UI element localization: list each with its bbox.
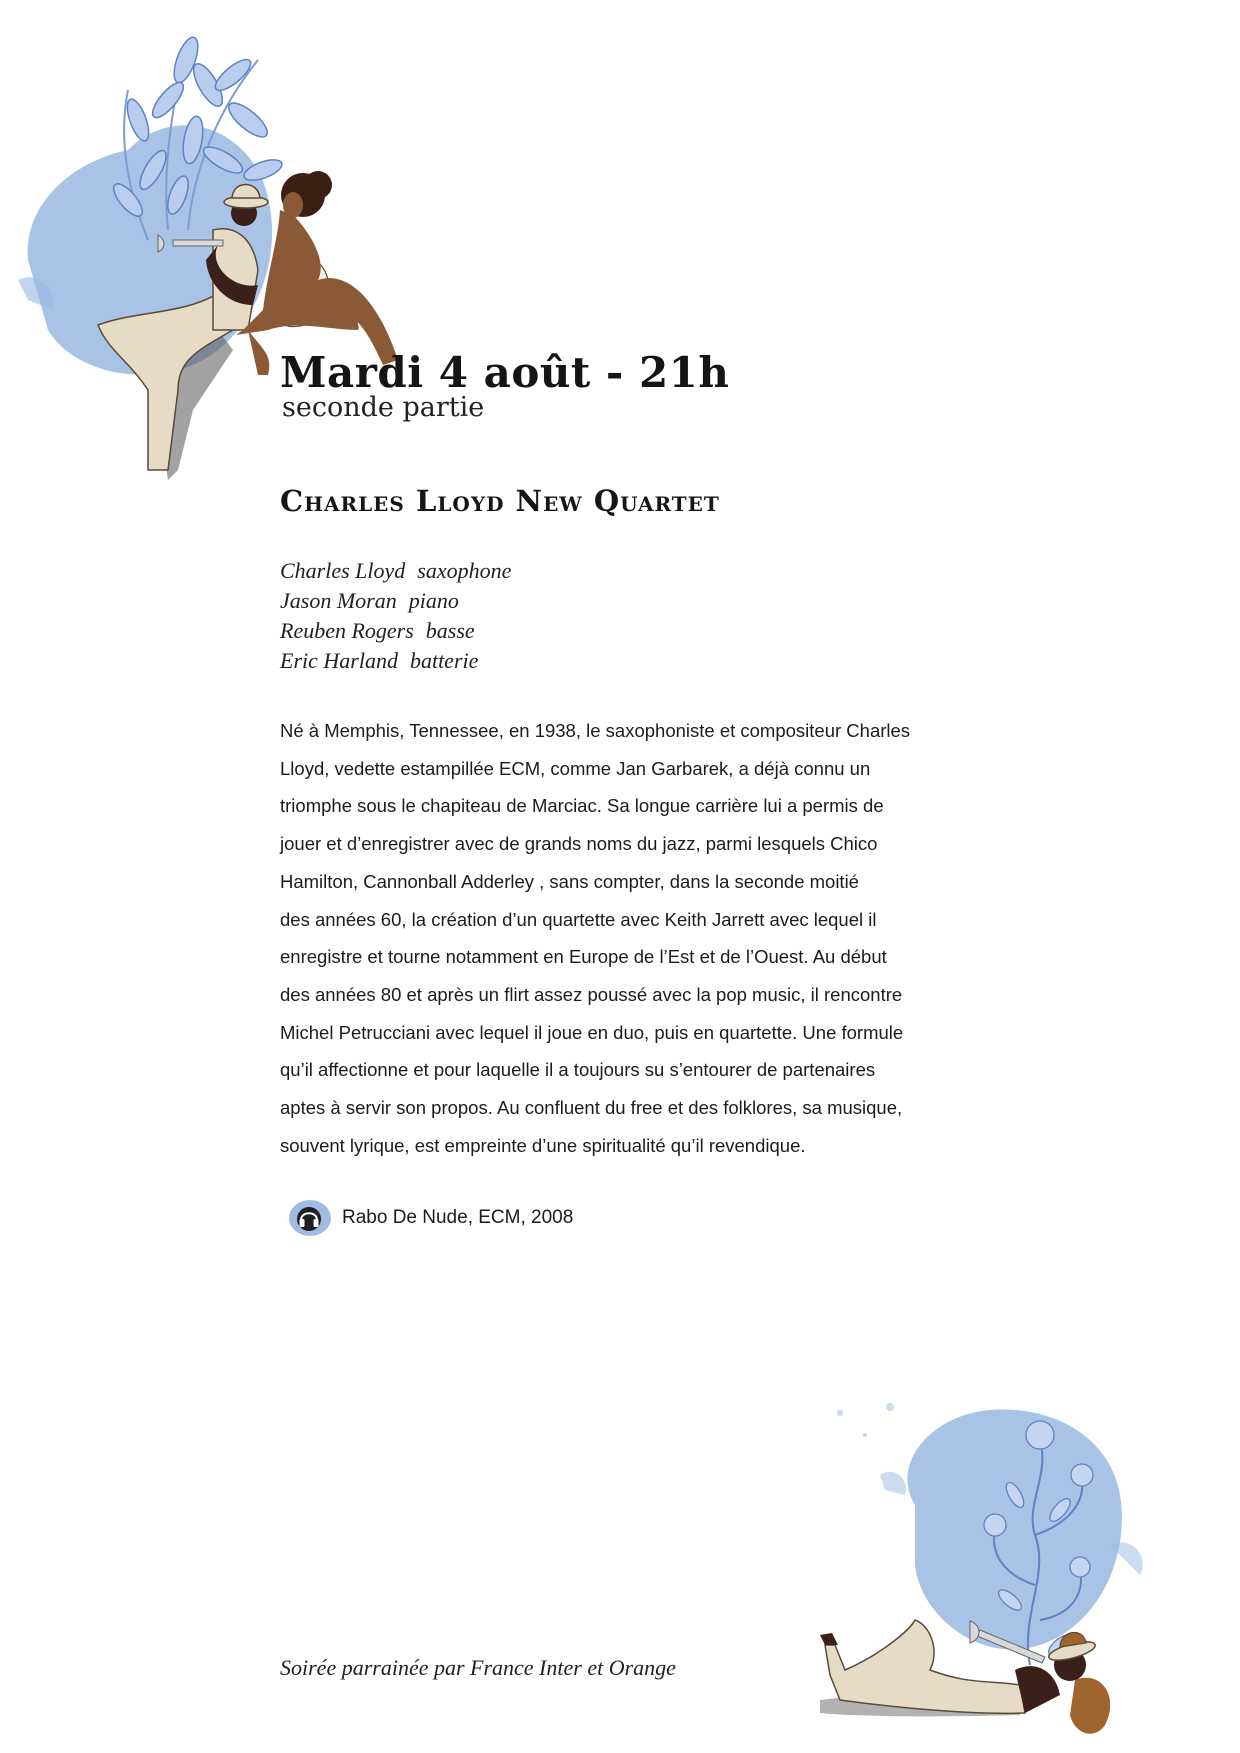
musician-instrument: piano	[408, 588, 459, 613]
musician-name: Reuben Rogers	[280, 618, 414, 643]
event-part-label: seconde partie	[282, 392, 485, 423]
bio-line: enregistre et tourne notamment en Europe de l’Est et de l’Ouest. Au début	[280, 946, 887, 968]
trumpeter-illustration	[820, 1395, 1200, 1745]
lineup-item	[280, 616, 511, 646]
event-header	[280, 350, 729, 422]
musician-name: Charles Lloyd	[280, 558, 406, 583]
musician-name: Eric Harland	[280, 648, 398, 673]
band-name: Charles Lloyd New Quartet	[280, 484, 720, 518]
lineup-item	[280, 556, 511, 586]
musician-instrument: basse	[425, 618, 475, 643]
lineup-list	[280, 556, 511, 676]
discography-entry	[288, 1198, 573, 1238]
bio-line: Michel Petrucciani avec lequel il joue en duo, puis en quartette. Une formule	[280, 1021, 904, 1043]
bio-line: des années 80 et après un flirt assez poussé avec la pop music, il rencontre	[280, 983, 903, 1005]
bio-line: aptes à servir son propos. Au confluent du free et des folklores, sa musique,	[280, 1097, 903, 1119]
discography-text: Rabo De Nude, ECM, 2008	[342, 1207, 574, 1228]
bio-line: des années 60, la création d’un quartette avec Keith Jarrett avec lequel il	[280, 908, 877, 930]
musician-instrument: batterie	[409, 648, 479, 673]
bio-line: souvent lyrique, est empreinte d’une spiritualité qu’il revendique.	[280, 1134, 806, 1156]
bio-line: Né à Memphis, Tennessee, en 1938, le saxophoniste et compositeur Charles	[280, 720, 911, 741]
bio-line: jouer et d’enregistrer avec de grands noms du jazz, parmi lesquels Chico	[280, 833, 878, 855]
event-date-time: Mardi 4 août - 21h	[280, 348, 730, 397]
lineup-item	[280, 586, 511, 616]
bio-line: Lloyd, vedette estampillée ECM, comme Jan Garbarek, a déjà connu un	[280, 757, 871, 779]
musician-instrument: saxophone	[417, 558, 512, 583]
bio-line: qu’il affectionne et pour laquelle il a toujours su s’entourer de partenaires	[280, 1059, 876, 1081]
artist-biography	[280, 712, 911, 1164]
headphones-icon	[288, 1198, 332, 1238]
musician-name: Jason Moran	[280, 588, 397, 613]
bio-line: Hamilton, Cannonball Adderley , sans compter, dans la seconde moitié	[280, 870, 859, 892]
sponsor-note: Soirée parrainée par France Inter et Orange	[280, 1655, 676, 1680]
lineup-item	[280, 646, 511, 676]
bio-line: triomphe sous le chapiteau de Marciac. Sa longue carrière lui a permis de	[280, 795, 884, 817]
